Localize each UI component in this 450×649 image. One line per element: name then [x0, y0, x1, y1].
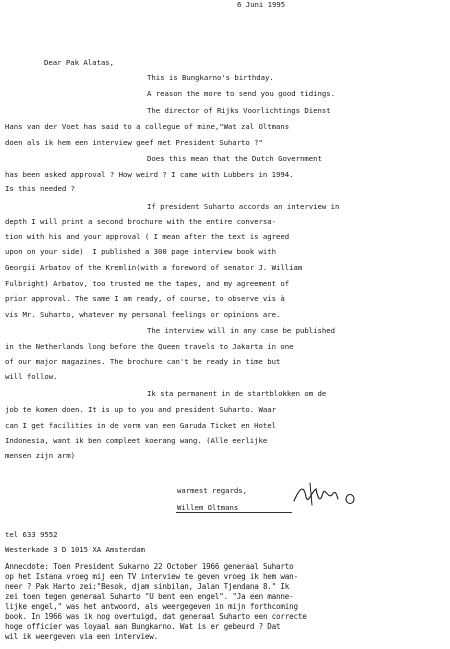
anecdote-line: op het Istana vroeg mij een TV interview te geven vroeg ik hem wan- [5, 572, 298, 581]
anecdote-line: hoge officier was loyaal aan Bungkarno. Wat is er gebeurd ? Dat [5, 622, 281, 631]
body-line: Ik sta permanent in de startblokken om de [147, 389, 327, 398]
body-line: This is Bungkarno's birthday. [147, 73, 274, 82]
body-line: A reason the more to send you good tidings. [147, 89, 335, 98]
letter-date: 6 Juni 1995 [237, 0, 286, 9]
anecdote-line: zei toen tegen generaal Suharto "U bent een engel". "Ja een manne- [5, 592, 294, 601]
body-line: Does this mean that the Dutch Government [147, 154, 322, 163]
body-line: Hans van der Voet has said to a collegue of mine,"Wat zal Oltmans [5, 122, 290, 131]
body-line: prior approval. The same I am ready, of course, to observe vis à [5, 294, 285, 303]
anecdote-line: Annecdote: Toen President Sukarno 22 October 1966 generaal Suharto [5, 562, 294, 571]
body-line: has been asked approval ? How weird ? I came with Lubbers in 1994. [5, 170, 294, 179]
body-line: tion with his and your approval ( I mean after the text is agreed [5, 232, 290, 241]
contact-address: Westerkade 3 D 1015 XA Amsterdam [5, 545, 145, 554]
body-line: The interview will in any case be published [147, 326, 335, 335]
anecdote-line: wil ik weergeven via een interview. [5, 632, 159, 641]
body-line: job te komen doen. It is up to you and president Suharto. Waar [5, 405, 277, 414]
body-line: mensen zijn arm) [5, 451, 75, 460]
body-line: If president Suharto accords an interview in [147, 202, 340, 211]
body-line: in the Netherlands long before the Queen travels to Jakarta in one [5, 342, 294, 351]
handwritten-signature [290, 479, 360, 509]
body-line: The director of Rijks Voorlichtings Dienst [147, 106, 331, 115]
anecdote-line: book. In 1966 was ik nog overtuigd, dat generaal Suharto een correcte [5, 612, 307, 621]
body-line: Fulbright) Arbatov, too trusted me the tapes, and my agreement of [5, 279, 290, 288]
contact-phone: tel 633 9552 [5, 530, 58, 539]
body-line: can I get facilities in de vorm van een Garuda Ticket en Hotel [5, 421, 277, 430]
body-line: doen als ik hem een interview geef met President Suharto ?" [5, 138, 263, 147]
body-line: will follow. [5, 372, 58, 381]
anecdote-line: lijke engel," was het antwoord, als weergegeven in mijn forthcoming [5, 602, 298, 611]
body-line: vis Mr. Suharto, whatever my personal feelings or opinions are. [5, 310, 281, 319]
body-line: depth I will print a second brochure with the entire conversa- [5, 217, 277, 226]
sender-name: Willem Oltmans [177, 503, 239, 512]
body-line: of our major magazines. The brochure can't be ready in time but [5, 357, 281, 366]
anecdote-line: neer ? Pak Harto zei:"Besok, djam sinbilan, Jalan Tjendana 8." Ik [5, 582, 290, 591]
body-line: upon on your side) I published a 300 page interview book with [5, 247, 277, 256]
signature-underline [176, 512, 292, 513]
body-line: Is this needed ? [5, 184, 75, 193]
salutation: Dear Pak Alatas, [44, 58, 114, 67]
closing: warmest regards, [177, 486, 247, 495]
body-line: Georgii Arbatov of the Kremlin(with a foreword of senator J. William [5, 263, 303, 272]
body-line: Indonesia, want ik ben compleet koerang wang. (Alle eerlijke [5, 436, 268, 445]
